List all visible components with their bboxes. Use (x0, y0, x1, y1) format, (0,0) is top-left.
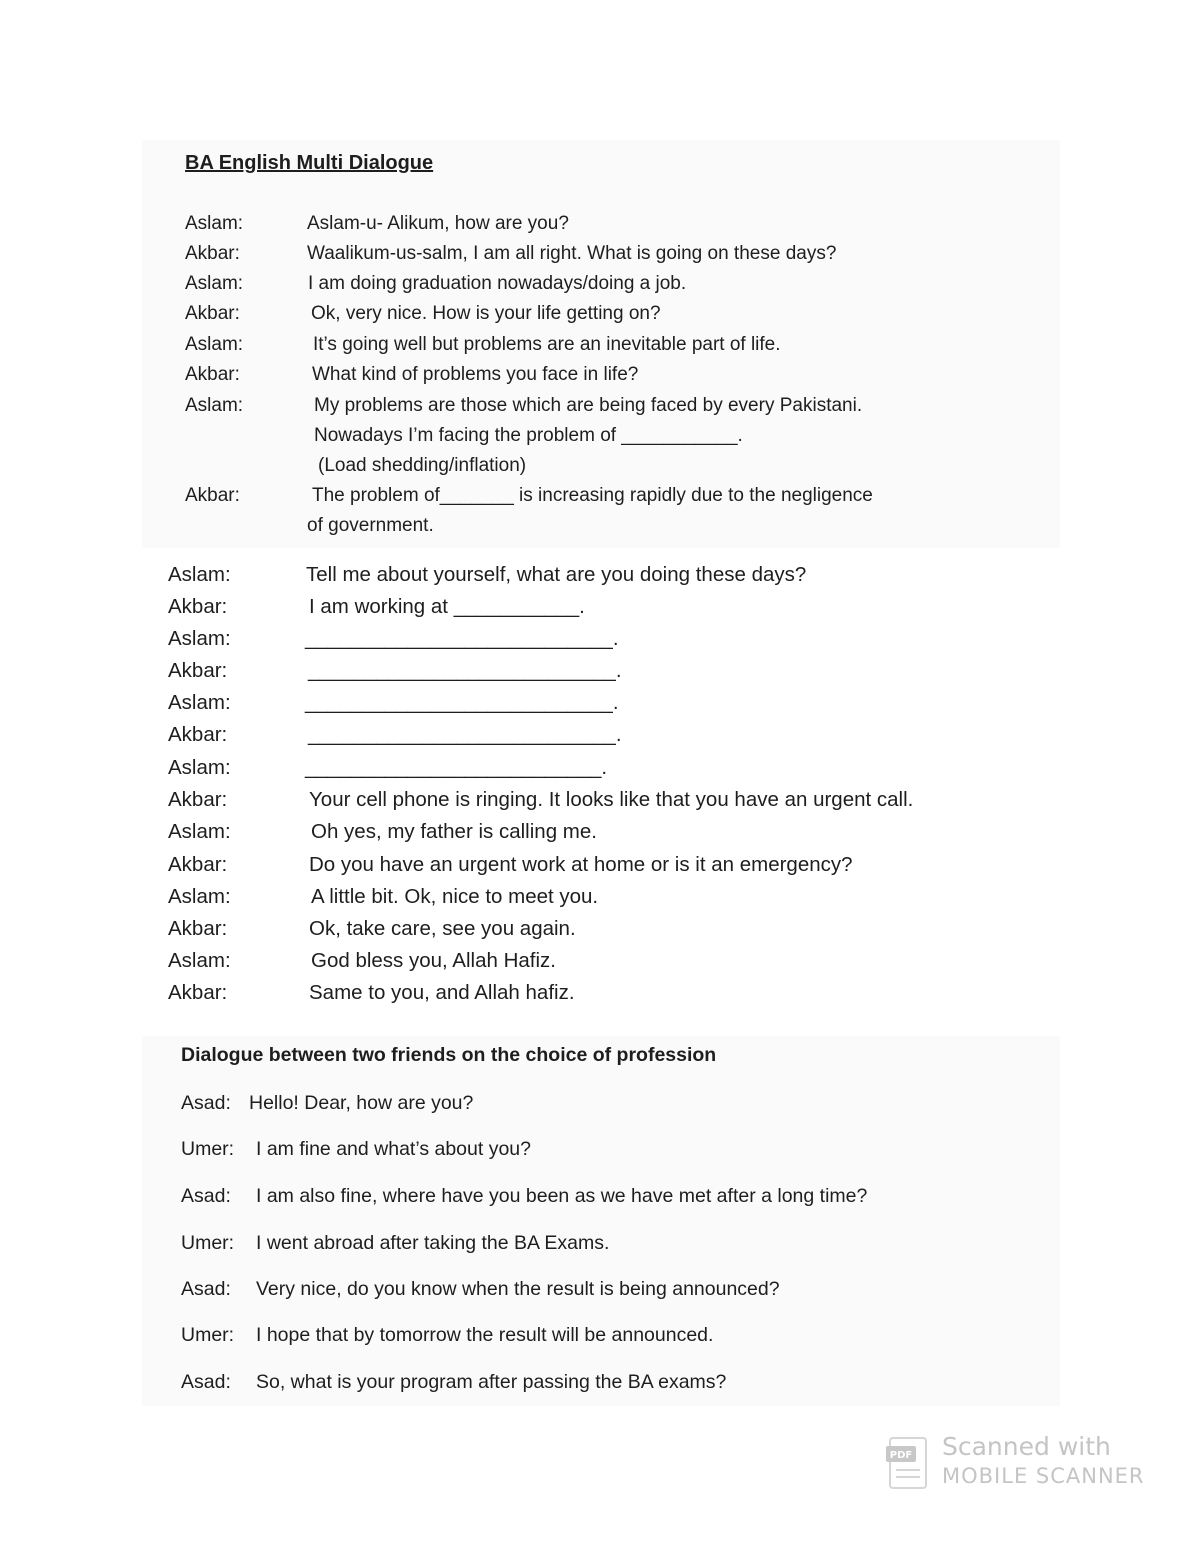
speaker-label: Aslam: (168, 691, 231, 714)
dialogue-line: My problems are those which are being faced by every Pakistani. (314, 395, 863, 416)
speaker-label: Akbar: (185, 485, 240, 506)
blank-answer-line: ___________________________. (308, 659, 622, 682)
speaker-label: Akbar: (185, 243, 240, 264)
dialogue-line: Ok, very nice. How is your life getting on? (311, 303, 661, 324)
dialogue-line: Tell me about yourself, what are you doing these days? (306, 563, 807, 586)
speaker-label: Akbar: (168, 853, 228, 876)
dialogue-line: Waalikum-us-salm, I am all right. What is going on these days? (307, 243, 837, 264)
watermark-line-1: Scanned with (942, 1432, 1111, 1461)
dialogue-line: Ok, take care, see you again. (309, 917, 576, 940)
dialogue-line: I am also fine, where have you been as we have met after a long time? (256, 1185, 868, 1207)
watermark-line-2: MOBILE SCANNER (942, 1464, 1145, 1488)
dialogue-line: of government. (307, 515, 434, 536)
dialogue-line: God bless you, Allah Hafiz. (311, 949, 556, 972)
speaker-label: Umer: (181, 1232, 235, 1254)
speaker-label: Asad: (181, 1278, 231, 1300)
speaker-label: Akbar: (168, 659, 228, 682)
dialogue-line: (Load shedding/inflation) (318, 455, 527, 476)
speaker-label: Aslam: (168, 627, 231, 650)
speaker-label: Akbar: (185, 364, 240, 385)
speaker-label: Akbar: (168, 981, 228, 1004)
svg-text:PDF: PDF (889, 1450, 913, 1461)
speaker-label: Akbar: (185, 303, 240, 324)
speaker-label: Aslam: (185, 213, 244, 234)
dialogue-line: Same to you, and Allah hafiz. (309, 981, 575, 1004)
dialogue-line: I hope that by tomorrow the result will be announced. (256, 1324, 714, 1346)
speaker-label: Aslam: (185, 334, 244, 355)
speaker-label: Akbar: (168, 595, 228, 618)
speaker-label: Umer: (181, 1324, 235, 1346)
dialogue-line: Nowadays I’m facing the problem of ___________. (314, 425, 743, 446)
speaker-label: Aslam: (185, 395, 244, 416)
speaker-label: Aslam: (168, 820, 231, 843)
dialogue-line: Hello! Dear, how are you? (249, 1092, 474, 1114)
dialogue-line: I went abroad after taking the BA Exams. (256, 1232, 610, 1254)
dialogue-line: Your cell phone is ringing. It looks like that you have an urgent call. (309, 788, 914, 811)
blank-answer-line: ___________________________. (305, 691, 619, 714)
scanner-watermark (884, 1432, 1144, 1496)
speaker-label: Akbar: (168, 788, 228, 811)
dialogue-line: It’s going well but problems are an inevitable part of life. (313, 334, 781, 355)
dialogue-line: Oh yes, my father is calling me. (311, 820, 597, 843)
blank-answer-line: ___________________________. (308, 723, 622, 746)
speaker-label: Aslam: (168, 756, 231, 779)
dialogue-line: I am doing graduation nowadays/doing a job. (308, 273, 687, 294)
blank-answer-line: ___________________________. (305, 627, 619, 650)
speaker-label: Asad: (181, 1092, 231, 1114)
dialogue-line: I am working at ___________. (309, 595, 585, 618)
dialogue-line: The problem of_______ is increasing rapidly due to the negligence (312, 485, 873, 506)
speaker-label: Akbar: (168, 723, 228, 746)
dialogue-line: So, what is your program after passing the BA exams? (256, 1371, 727, 1393)
document-title: BA English Multi Dialogue (185, 152, 434, 174)
dialogue-line: What kind of problems you face in life? (312, 364, 639, 385)
speaker-label: Aslam: (168, 949, 231, 972)
dialogue-line: I am fine and what’s about you? (256, 1138, 531, 1160)
speaker-label: Asad: (181, 1185, 231, 1207)
dialogue-line: Do you have an urgent work at home or is it an emergency? (309, 853, 853, 876)
dialogue-line: Aslam-u- Alikum, how are you? (307, 213, 569, 234)
dialogue-line: Very nice, do you know when the result is being announced? (256, 1278, 780, 1300)
pdf-document-icon (884, 1436, 932, 1494)
speaker-label: Akbar: (168, 917, 228, 940)
speaker-label: Aslam: (185, 273, 244, 294)
speaker-label: Umer: (181, 1138, 235, 1160)
speaker-label: Aslam: (168, 885, 231, 908)
blank-answer-line: __________________________. (305, 756, 608, 779)
section-subtitle: Dialogue between two friends on the choice of profession (181, 1044, 717, 1066)
dialogue-line: A little bit. Ok, nice to meet you. (311, 885, 599, 908)
speaker-label: Aslam: (168, 563, 231, 586)
speaker-label: Asad: (181, 1371, 231, 1393)
